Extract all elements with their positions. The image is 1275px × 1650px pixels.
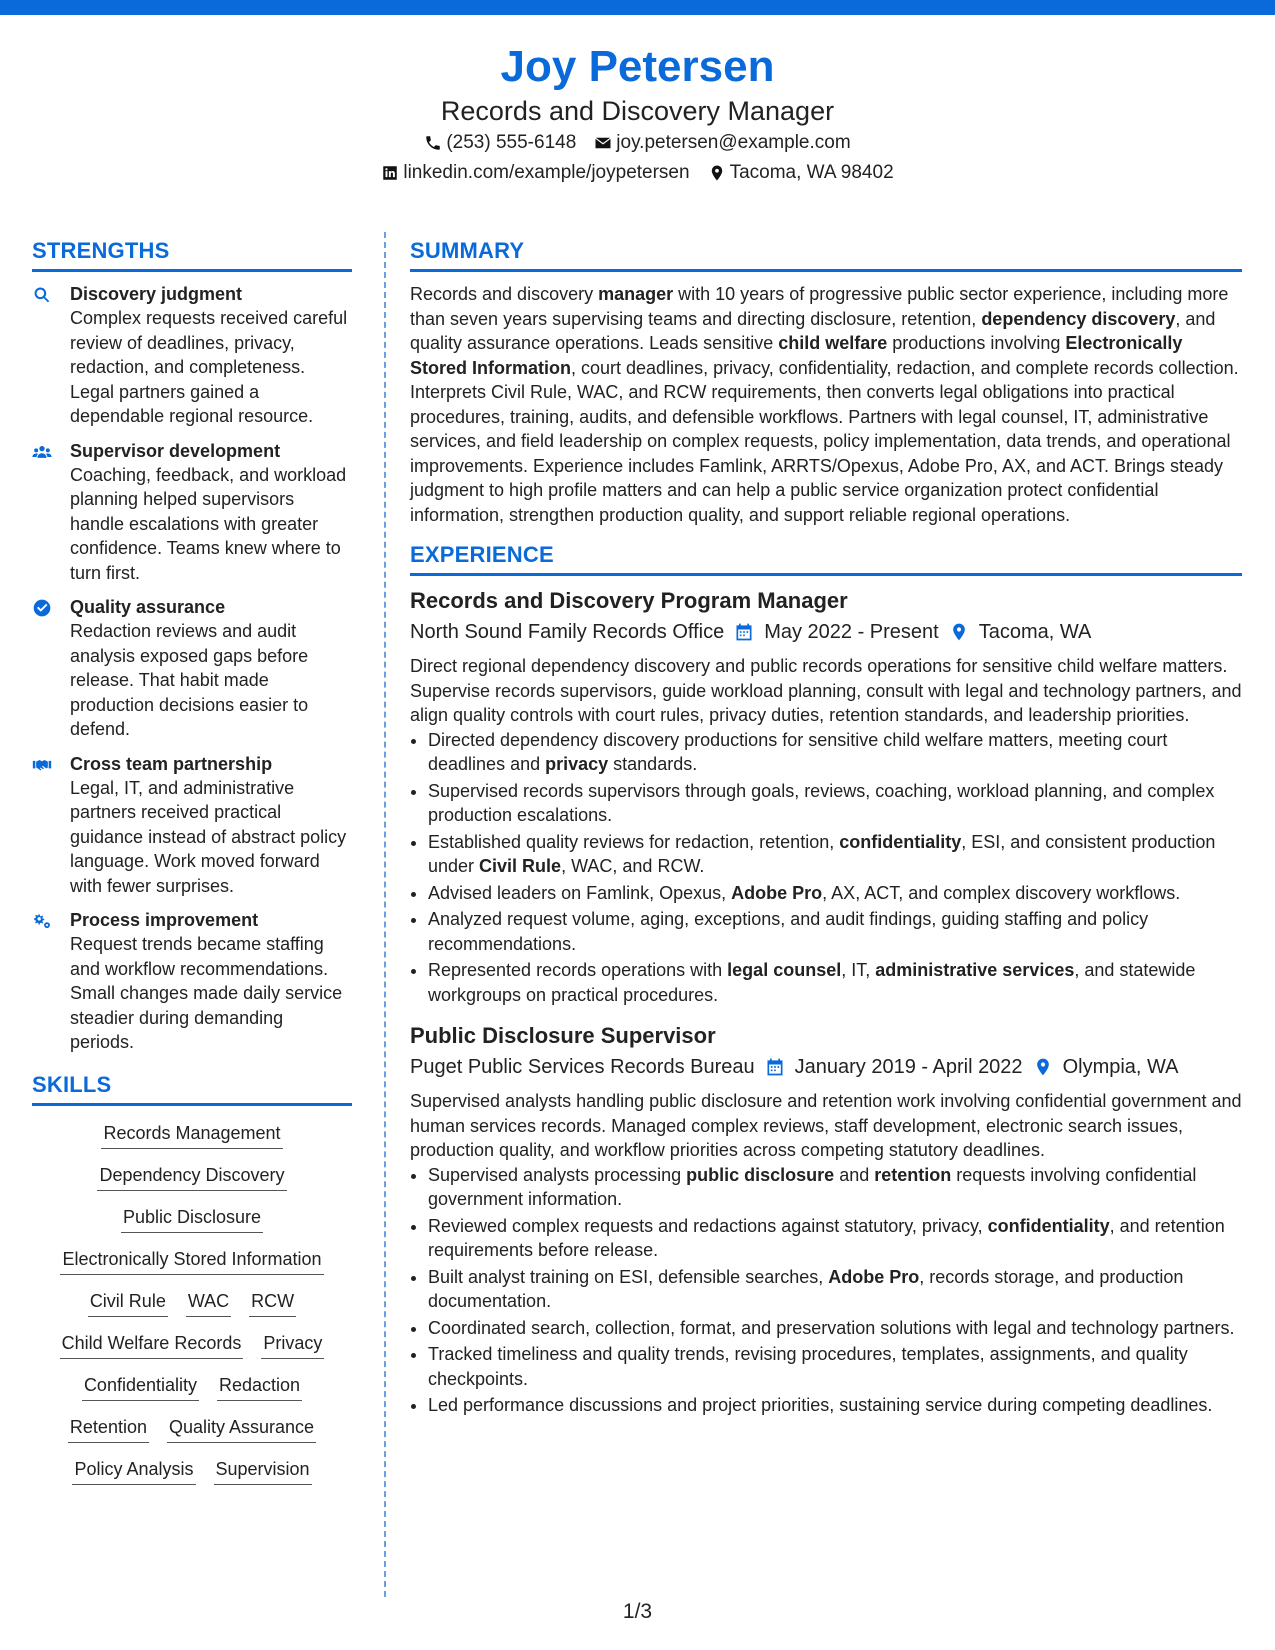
skill-tag: Quality Assurance: [167, 1414, 316, 1443]
skill-tag: WAC: [186, 1288, 231, 1317]
strength-desc: Complex requests received careful review of deadlines, privacy, redaction, and completeness. Legal partners gained a dependable regional resource.: [70, 308, 348, 426]
skill-tag: Dependency Discovery: [97, 1162, 286, 1191]
job-bullet: • Advised leaders on Famlink, Opexus, Adobe Pro, AX, ACT, and complex discovery workflows.: [428, 881, 1242, 906]
job-bullet: • Coordinated search, collection, format, and preservation solutions with legal and technology partners.: [428, 1316, 1242, 1341]
right-column: [410, 235, 1242, 1432]
phone-icon: [424, 134, 442, 152]
skill-tag: Privacy: [261, 1330, 324, 1359]
strengths-list: [32, 282, 352, 1055]
linkedin-icon: [381, 164, 399, 182]
linkedin-text[interactable]: linkedin.com/example/joypetersen: [403, 162, 690, 183]
handshake-icon: [32, 755, 52, 775]
job-company: Puget Public Services Records Bureau: [410, 1056, 755, 1078]
skill-row: [32, 1372, 352, 1401]
page-number: 1/3: [622, 1600, 653, 1623]
candidate-title: Records and Discovery Manager: [440, 96, 835, 126]
check-circle-icon: [32, 598, 52, 618]
skill-row: [32, 1162, 352, 1191]
job-bullet: • Established quality reviews for redaction, retention, confidentiality, ESI, and consistent production under Civil Rule, WAC, and RCW.: [428, 830, 1242, 879]
strength-item: [32, 908, 352, 1055]
job-entry: [410, 1021, 1242, 1418]
strength-desc: Redaction reviews and audit analysis exposed gaps before release. That habit made production decisions easier to defend.: [70, 621, 309, 739]
resume-header: [0, 40, 1275, 188]
job-bullet: • Represented records operations with legal counsel, IT, administrative services, and statewide workgroups on practical procedures.: [428, 958, 1242, 1007]
strength-title: Quality assurance: [70, 597, 226, 617]
job-bullet: • Reviewed complex requests and redactions against statutory, privacy, confidentiality, and retention requirements before release.: [428, 1214, 1242, 1263]
experience-heading: EXPERIENCE: [410, 539, 1242, 576]
job-company: North Sound Family Records Office: [410, 621, 725, 643]
skill-row: [32, 1414, 352, 1443]
skills-list: [32, 1120, 352, 1485]
skills-heading: SKILLS: [32, 1069, 352, 1106]
calendar-icon: [765, 1057, 785, 1077]
strength-desc: Request trends became staffing and workflow recommendations. Small changes made daily service steadier during demanding periods.: [70, 934, 343, 1052]
skill-tag: Child Welfare Records: [60, 1330, 244, 1359]
job-meta: [410, 616, 1242, 648]
map-pin-icon: [708, 164, 726, 182]
job-bullet: • Built analyst training on ESI, defensible searches, Adobe Pro, records storage, and production documentation.: [428, 1265, 1242, 1314]
users-icon: [32, 442, 52, 462]
skill-row: [32, 1204, 352, 1233]
job-location: Olympia, WA: [1062, 1056, 1179, 1078]
strength-item: [32, 439, 352, 586]
strength-item: [32, 595, 352, 742]
phone-contact: [424, 128, 576, 158]
skill-tag: Records Management: [101, 1120, 282, 1149]
contact-row-1: [0, 128, 1275, 158]
email-text[interactable]: joy.petersen@example.com: [616, 132, 851, 153]
job-location: Tacoma, WA: [978, 621, 1092, 643]
skill-tag: Retention: [68, 1414, 149, 1443]
skill-row: [32, 1456, 352, 1485]
job-bullet: • Directed dependency discovery productions for sensitive child welfare matters, meeting court deadlines and privacy standards.: [428, 728, 1242, 777]
job-description: Direct regional dependency discovery and public records operations for sensitive child welfare matters. Supervise records supervisors, guide workload planning, consult with legal and technology partners, and align quality controls with court rules, privacy duties, retention standards, and leadership priorities.: [410, 656, 1242, 725]
strength-item: [32, 282, 352, 429]
job-bullet: • Led performance discussions and project priorities, sustaining service during competing deadlines.: [428, 1393, 1242, 1418]
email-contact[interactable]: [594, 128, 850, 158]
gears-icon: [32, 911, 52, 931]
skill-tag: Public Disclosure: [121, 1204, 263, 1233]
linkedin-contact[interactable]: [381, 158, 689, 188]
summary-text: Records and discovery manager with 10 years of progressive public sector experience, including more than seven years supervising teams and directing disclosure, retention, dependency discovery, and quality assurance operations. Leads sensitive child welfare productions involving Electronically Stored Information, court deadlines, privacy, confidentiality, redaction, and complete records collection. Interprets Civil Rule, WAC, and RCW requirements, then converts legal obligations into practical procedures, training, audits, and defensible workflows. Partners with legal counsel, IT, administrative services, and field leadership on complex requests, policy implementation, data trends, and operational improvements. Experience includes Famlink, ARRTS/Opexus, Adobe Pro, AX, and ACT. Brings steady judgment to high profile matters and can help a public service organization protect confidential information, strengthen production quality, and support reliable regional operations.: [410, 284, 1239, 525]
skill-tag: RCW: [249, 1288, 296, 1317]
location-contact: [708, 158, 894, 188]
skill-tag: Supervision: [214, 1456, 312, 1485]
job-bullet: • Supervised records supervisors through goals, reviews, coaching, workload planning, and complex production escalations.: [428, 779, 1242, 828]
job-bullet: • Supervised analysts processing public disclosure and retention requests involving confidential government information.: [428, 1163, 1242, 1212]
skill-tag: Civil Rule: [88, 1288, 168, 1317]
strength-desc: Coaching, feedback, and workload planning helped supervisors handle escalations with greater confidence. Teams knew where to turn first.: [70, 464, 347, 583]
summary-heading: SUMMARY: [410, 235, 1242, 272]
strength-desc: Legal, IT, and administrative partners received practical guidance instead of abstract policy language. Work moved forward with fewer surprises.: [70, 777, 347, 896]
job-meta: [410, 1051, 1242, 1083]
skill-tag: Policy Analysis: [72, 1456, 195, 1485]
skill-tag: Redaction: [217, 1372, 302, 1401]
strengths-heading: STRENGTHS: [32, 235, 352, 272]
skill-row: [32, 1330, 352, 1359]
skill-row: [32, 1120, 352, 1149]
contact-row-2: [0, 158, 1275, 188]
job-bullet: • Analyzed request volume, aging, exceptions, and audit findings, guiding staffing and policy recommendations.: [428, 907, 1242, 956]
envelope-icon: [594, 134, 612, 152]
strength-title: Cross team partnership: [70, 753, 273, 774]
job-entry: [410, 586, 1242, 1007]
calendar-icon: [734, 622, 754, 642]
skill-tag: Confidentiality: [82, 1372, 199, 1401]
location-text: Tacoma, WA 98402: [729, 162, 894, 183]
skill-row: [32, 1288, 352, 1317]
skill-tag: Electronically Stored Information: [60, 1246, 323, 1275]
job-title: Public Disclosure Supervisor: [410, 1023, 716, 1048]
phone-text: (253) 555-6148: [446, 132, 577, 153]
skill-row: [32, 1246, 352, 1275]
strength-title: Supervisor development: [70, 440, 281, 461]
map-pin-icon: [949, 622, 969, 642]
map-pin-icon: [1033, 1057, 1053, 1077]
strength-item: [32, 752, 352, 899]
strength-title: Discovery judgment: [70, 284, 243, 304]
left-column: [32, 235, 352, 1498]
strength-title: Process improvement: [70, 910, 259, 930]
job-description: Supervised analysts handling public disclosure and retention work involving confidential government and human services records. Managed complex reviews, staff development, electronic search issues, production quality, and workflow priorities across competing statutory deadlines.: [410, 1091, 1242, 1160]
experience-list: [410, 586, 1242, 1418]
top-accent-bar: [0, 0, 1275, 15]
job-bullets: [410, 1163, 1242, 1418]
candidate-name: Joy Petersen: [500, 42, 775, 91]
job-dates: January 2019 - April 2022: [794, 1056, 1023, 1078]
column-divider: [384, 232, 386, 1597]
search-icon: [32, 285, 52, 305]
job-title: Records and Discovery Program Manager: [410, 588, 848, 613]
job-bullet: • Tracked timeliness and quality trends, revising procedures, templates, assignments, and quality checkpoints.: [428, 1342, 1242, 1391]
job-dates: May 2022 - Present: [764, 621, 939, 643]
job-bullets: [410, 728, 1242, 1008]
